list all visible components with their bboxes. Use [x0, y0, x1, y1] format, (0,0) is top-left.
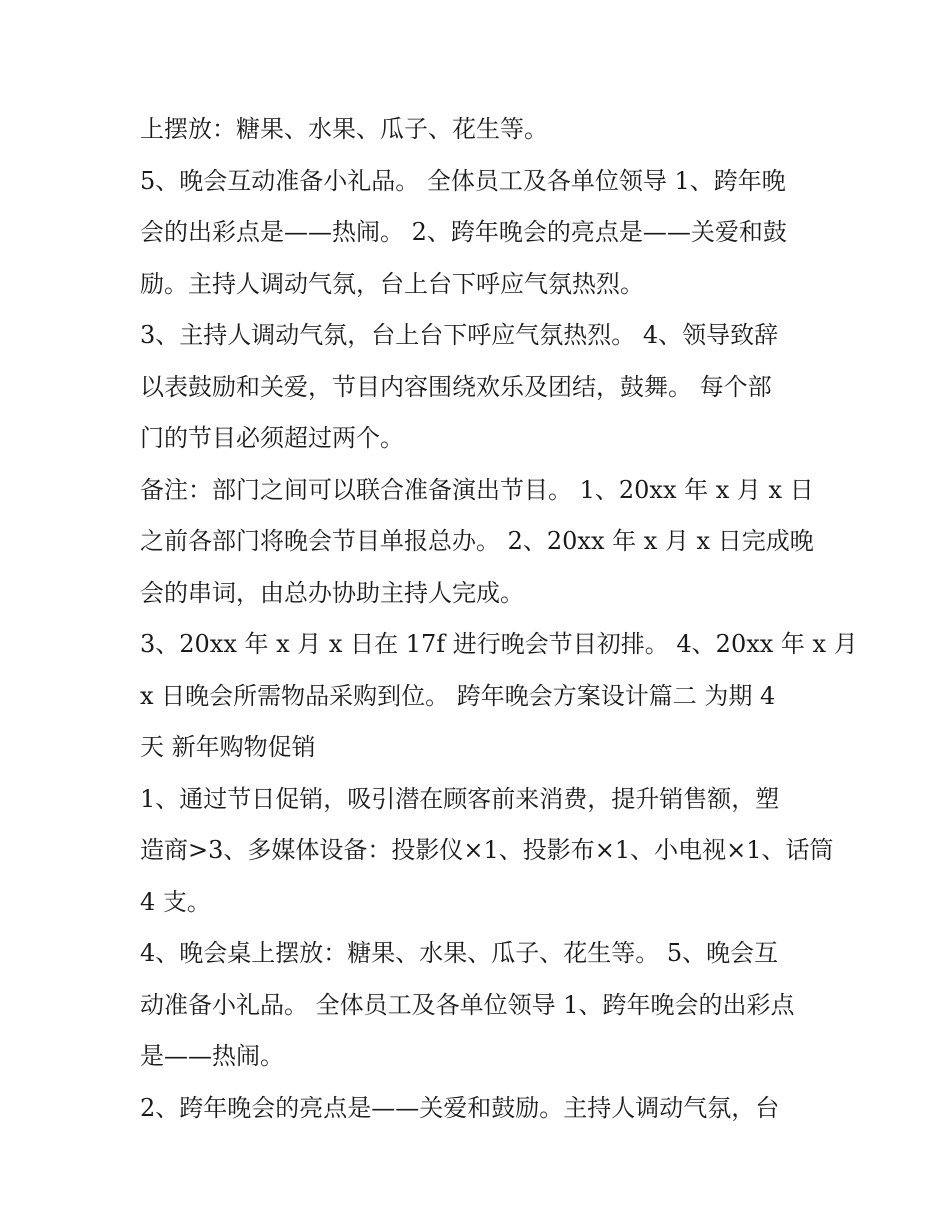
paragraph — [140, 465, 812, 620]
document-body — [140, 104, 858, 1134]
text-line: 造商>3、多媒体设备：投影仪×1、投影布×1、小电视×1、话筒 — [140, 836, 834, 864]
text-line: 门的节目必须超过两个。 — [140, 424, 404, 452]
paragraph — [140, 774, 834, 929]
paragraph — [140, 104, 812, 156]
text-line: 2、跨年晚会的亮点是——关爱和鼓励。主持人调动气氛，台 — [140, 1093, 780, 1122]
paragraph — [140, 1083, 812, 1135]
text-line: 4、晚会桌上摆放：糖果、水果、瓜子、花生等。 5、晚会互 — [140, 939, 779, 967]
text-line: 励。主持人调动气氛，台上台下呼应气氛热烈。 — [140, 269, 644, 298]
text-line: x 日晚会所需物品采购到位。 跨年晚会方案设计篇二 为期 4 — [140, 681, 776, 710]
text-line: 天 新年购物促销 — [140, 733, 316, 761]
paragraph — [140, 156, 812, 311]
paragraph — [140, 928, 812, 1083]
text-line: 之前各部门将晚会节目单报总办。 2、20xx 年 x 月 x 日完成晚 — [140, 527, 814, 555]
text-line: 4 支。 — [140, 887, 211, 916]
text-line: 动准备小礼品。 全体员工及各单位领导 1、跨年晚会的出彩点 — [140, 990, 795, 1019]
text-line: 会的串词，由总办协助主持人完成。 — [140, 578, 524, 607]
text-line: 是——热闹。 — [140, 1042, 284, 1070]
text-line: 以表鼓励和关爱，节目内容围绕欢乐及团结，鼓舞。 每个部 — [140, 372, 772, 401]
text-line: 5、晚会互动准备小礼品。 全体员工及各单位领导 1、跨年晚 — [140, 166, 786, 195]
paragraph — [140, 310, 812, 465]
text-line: 3、20xx 年 x 月 x 日在 17f 进行晚会节目初排。 4、20xx 年 x 月 — [140, 630, 858, 658]
text-line: 3、主持人调动气氛，台上台下呼应气氛热烈。 4、领导致辞 — [140, 321, 779, 349]
text-line: 上摆放：糖果、水果、瓜子、花生等。 — [140, 115, 548, 143]
text-line: 备注：部门之间可以联合准备演出节目。 1、20xx 年 x 月 x 日 — [140, 475, 814, 504]
text-line: 会的出彩点是——热闹。 2、跨年晚会的亮点是——关爱和鼓 — [140, 218, 787, 246]
paragraph — [140, 619, 858, 774]
text-line: 1、通过节日促销，吸引潜在顾客前来消费，提升销售额，塑 — [140, 784, 780, 813]
